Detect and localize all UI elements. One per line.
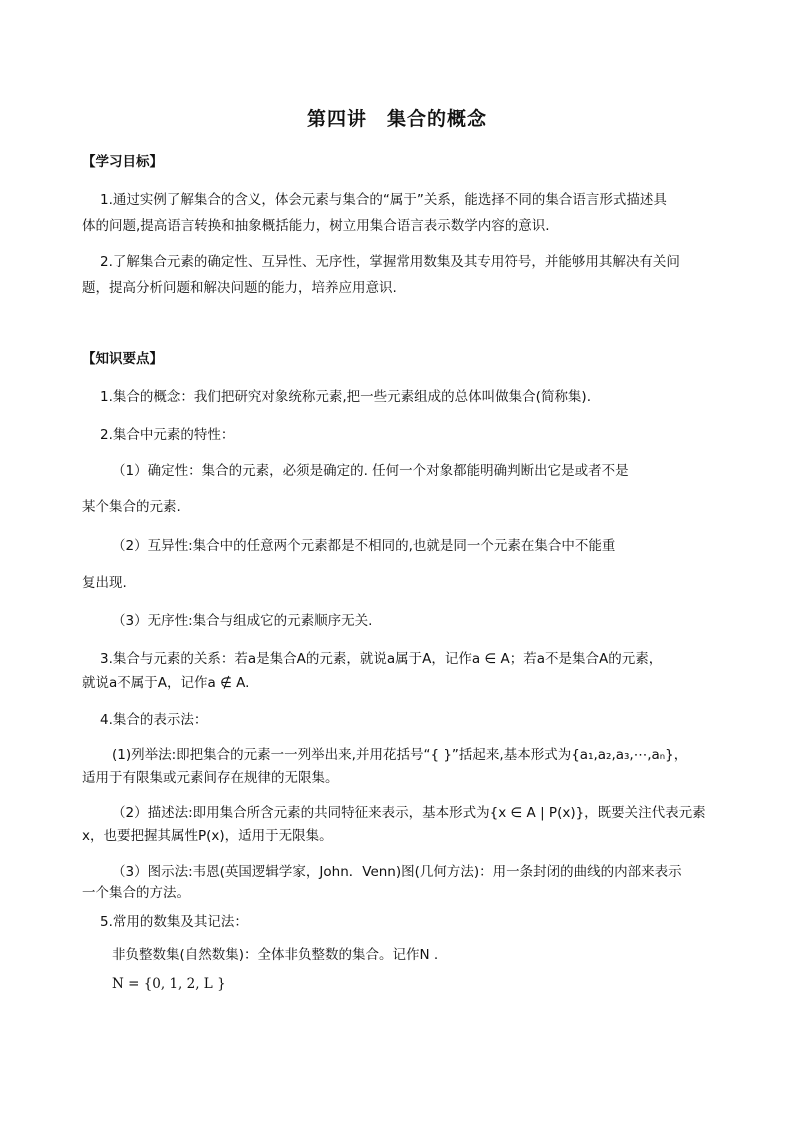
knowledge-point-4b-line-2: x，也要把握其属性P(x)，适用于无限集。 (82, 828, 333, 844)
page-title: 第四讲 集合的概念 (306, 108, 487, 130)
knowledge-point-4: 4.集合的表示法： (100, 712, 208, 728)
objective-1-line-2: 体的问题,提高语言转换和抽象概括能力，树立用集合语言表示数学内容的意识. (82, 218, 550, 234)
objectives-heading: 【学习目标】 (82, 154, 163, 170)
knowledge-point-2b-line-1: （2）互异性:集合中的任意两个元素都是不相同的,也就是同一个元素在集合中不能重 (112, 538, 616, 554)
knowledge-point-4b-line-1: （2）描述法:即用集合所含元素的共同特征来表示，基本形式为{x ∈ A | P(x)}，既要关注代表元素 (112, 805, 706, 821)
knowledge-point-3-line-1: 3.集合与元素的关系：若a是集合A的元素，就说a属于A，记作a ∈ A；若a不是集合A的元素， (100, 651, 663, 667)
knowledge-point-1: 1.集合的概念：我们把研究对象统称元素,把一些元素组成的总体叫做集合(简称集). (100, 389, 591, 405)
knowledge-point-5: 5.常用的数集及其记法： (100, 914, 248, 930)
knowledge-point-2: 2.集合中元素的特性： (100, 427, 235, 443)
knowledge-point-2a-line-2: 某个集合的元素. (82, 499, 181, 515)
knowledge-point-4c-line-1: （3）图示法:韦恩(英国逻辑学家，John．Venn)图(几何方法)：用一条封闭的曲线的内部来表示 (112, 864, 682, 880)
objective-2-line-2: 题，提高分析问题和解决问题的能力，培养应用意识. (82, 280, 397, 296)
knowledge-point-2b-line-2: 复出现. (82, 575, 127, 591)
knowledge-point-4c-line-2: 一个集合的方法。 (82, 885, 190, 901)
knowledge-point-2a-line-1: （1）确定性：集合的元素，必须是确定的. 任何一个对象都能明确判断出它是或者不是 (112, 463, 629, 479)
knowledge-heading: 【知识要点】 (82, 351, 163, 367)
knowledge-point-4a-line-1: (1)列举法:即把集合的元素一一列举出来,并用花括号“{ }”括起来,基本形式为{a₁,a₂,a₃,⋯,aₙ}， (112, 747, 688, 763)
natural-number-set-formula: N = {0, 1, 2, L } (112, 976, 226, 992)
objective-1-line-1: 1.通过实例了解集合的含义，体会元素与集合的“属于”关系，能选择不同的集合语言形式描述具 (100, 192, 667, 208)
knowledge-point-4a-line-2: 适用于有限集或元素间存在规律的无限集。 (82, 770, 339, 786)
knowledge-point-3-line-2: 就说a不属于A，记作a ∉ A. (82, 675, 250, 691)
objective-2-line-1: 2.了解集合元素的确定性、互异性、无序性，掌握常用数集及其专用符号，并能够用其解决有关问 (100, 254, 680, 270)
knowledge-point-5a: 非负整数集(自然数集)：全体非负整数的集合。记作N . (112, 947, 439, 963)
knowledge-point-2c: （3）无序性:集合与组成它的元素顺序无关. (112, 613, 373, 629)
